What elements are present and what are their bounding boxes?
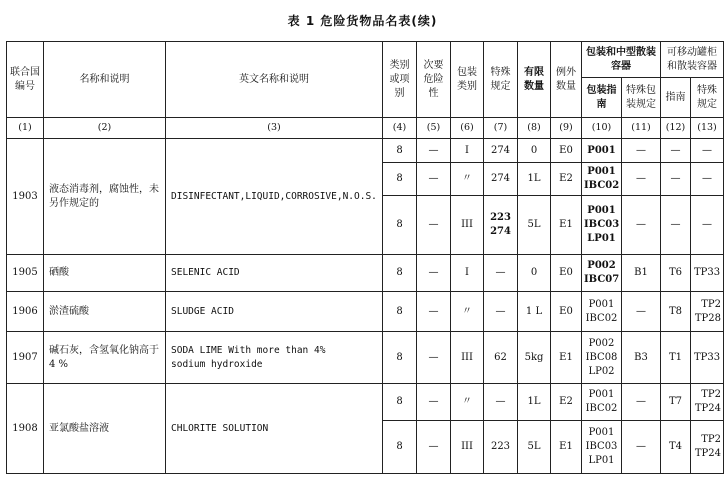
packing-instruction-line: P001: [588, 389, 615, 400]
chinese-name: 液态消毒剂，腐蚀性，未另作规定的: [44, 139, 166, 255]
table-row: [7, 384, 724, 421]
excepted-qty-cell: E0: [551, 292, 582, 332]
packing-instruction-line: LP01: [588, 455, 615, 466]
tank-special-cell: —: [691, 139, 724, 163]
special-packing-cell: —: [622, 139, 661, 163]
un-number: 1907: [7, 332, 44, 384]
table-row: [7, 292, 724, 332]
packing-instruction-cell: P001: [582, 139, 622, 163]
packing-instruction-line: IBC02: [585, 403, 618, 414]
header-packing-group: 包装类别: [451, 42, 484, 118]
packing-instruction-line: IBC07: [584, 274, 620, 285]
header-special-packing: 特殊包装规定: [622, 78, 661, 118]
tank-instruction-cell: T6: [661, 255, 691, 292]
packing-instruction-line: IBC03: [585, 441, 618, 452]
packing-instruction-line: P001: [588, 298, 615, 310]
header-un-number: 联合国编号: [7, 42, 44, 118]
special-packing-cell: —: [622, 421, 661, 474]
header-subsidiary-risk: 次要危险性: [417, 42, 451, 118]
english-name: SLUDGE ACID: [166, 292, 383, 332]
excepted-qty-cell: E2: [551, 163, 582, 196]
tank-special-line: TP24: [694, 448, 721, 459]
packing-instruction-line: P002: [587, 260, 616, 271]
special-provision-line: 274: [490, 226, 511, 237]
chinese-name: 硒酸: [44, 255, 166, 292]
packing-instruction-cell: [582, 255, 622, 292]
tank-special-cell: —: [691, 196, 724, 255]
chinese-name: 亚氯酸盐溶液: [44, 384, 166, 474]
packing-instruction-cell: [582, 163, 622, 196]
packing-instruction-line: IBC02: [584, 180, 620, 191]
special-packing-cell: B1: [622, 255, 661, 292]
tank-special-cell: —: [691, 163, 724, 196]
table-title: 表 1 危险货物品名表(续): [287, 14, 438, 28]
col-number: (8): [518, 118, 551, 139]
special-packing-cell: —: [622, 384, 661, 421]
subsidiary-cell: —: [417, 196, 451, 255]
packing-group-cell: 〃: [451, 292, 484, 332]
un-number: 1906: [7, 292, 44, 332]
packing-group-cell: III: [451, 332, 484, 384]
subsidiary-cell: —: [417, 255, 451, 292]
subsidiary-cell: —: [417, 421, 451, 474]
un-number: 1908: [7, 384, 44, 474]
class-cell: 8: [383, 163, 417, 196]
special-provision-cell: [484, 196, 518, 255]
class-cell: 8: [383, 255, 417, 292]
limited-qty-cell: 0: [518, 255, 551, 292]
un-number: 1903: [7, 139, 44, 255]
col-number: (2): [44, 118, 166, 139]
packing-instruction-line: IBC02: [585, 312, 618, 324]
english-name-line: sodium hydroxide: [171, 358, 263, 370]
class-cell: 8: [383, 421, 417, 474]
english-name: CHLORITE SOLUTION: [166, 384, 383, 474]
col-number: (6): [451, 118, 484, 139]
special-provision-cell: 274: [484, 163, 518, 196]
special-provision-cell: —: [484, 292, 518, 332]
chinese-name: 碱石灰，含氢氧化钠高于 4 %: [44, 332, 166, 384]
col-number: (13): [691, 118, 724, 139]
subsidiary-cell: —: [417, 139, 451, 163]
class-cell: 8: [383, 332, 417, 384]
subsidiary-cell: —: [417, 384, 451, 421]
col-number: (7): [484, 118, 518, 139]
tank-instruction-cell: T8: [661, 292, 691, 332]
header-class: 类别或项别: [383, 42, 417, 118]
special-provision-cell: —: [484, 384, 518, 421]
special-packing-cell: —: [622, 196, 661, 255]
header-limited-quantity: 有限数量: [518, 42, 551, 118]
special-provision-cell: —: [484, 255, 518, 292]
class-cell: 8: [383, 292, 417, 332]
tank-special-line: TP2: [701, 434, 721, 445]
col-number: (12): [661, 118, 691, 139]
special-provision-line: 223: [490, 212, 511, 223]
packing-group-cell: I: [451, 255, 484, 292]
packing-instruction-cell: [582, 196, 622, 255]
packing-instruction-cell: [582, 332, 622, 384]
header-tank-special: 特殊规定: [691, 78, 724, 118]
excepted-qty-cell: E1: [551, 332, 582, 384]
special-provision-cell: 223: [484, 421, 518, 474]
tank-instruction-cell: T7: [661, 384, 691, 421]
packing-instruction-cell: [582, 292, 622, 332]
special-provision-cell: 62: [484, 332, 518, 384]
special-provision-cell: 274: [484, 139, 518, 163]
packing-group-cell: III: [451, 196, 484, 255]
header-name-description: 名称和说明: [44, 42, 166, 118]
subsidiary-cell: —: [417, 292, 451, 332]
header-portable-tanks: 可移动罐柜和散装容器: [661, 42, 724, 78]
table-row: [7, 139, 724, 163]
english-name: SELENIC ACID: [166, 255, 383, 292]
col-number: (5): [417, 118, 451, 139]
excepted-qty-cell: E0: [551, 255, 582, 292]
col-number: (9): [551, 118, 582, 139]
special-packing-cell: B3: [622, 332, 661, 384]
packing-group-cell: I: [451, 139, 484, 163]
limited-qty-cell: 1L: [518, 163, 551, 196]
packing-instruction-line: P001: [588, 427, 615, 438]
tank-instruction-cell: T4: [661, 421, 691, 474]
dangerous-goods-table: [6, 41, 724, 474]
limited-qty-cell: 1 L: [518, 292, 551, 332]
limited-qty-cell: 0: [518, 139, 551, 163]
limited-qty-cell: 1L: [518, 384, 551, 421]
tank-instruction-cell: —: [661, 163, 691, 196]
subsidiary-cell: —: [417, 332, 451, 384]
chinese-name: 淤渣硫酸: [44, 292, 166, 332]
header-packaging-ibc: 包装和中型散装容器: [582, 42, 661, 78]
tank-instruction-cell: T1: [661, 332, 691, 384]
english-name: DISINFECTANT,LIQUID,CORROSIVE,N.O.S.: [166, 139, 383, 255]
subsidiary-cell: —: [417, 163, 451, 196]
col-number: (4): [383, 118, 417, 139]
tank-special-line: TP28: [694, 312, 721, 324]
tank-special-cell: [691, 421, 724, 474]
limited-qty-cell: 5kg: [518, 332, 551, 384]
packing-instruction-line: P002: [588, 337, 615, 349]
tank-special-cell: [691, 292, 724, 332]
packing-instruction-cell: [582, 421, 622, 474]
col-number: (11): [622, 118, 661, 139]
packing-group-cell: 〃: [451, 163, 484, 196]
excepted-qty-cell: E1: [551, 421, 582, 474]
packing-instruction-cell: [582, 384, 622, 421]
special-packing-cell: —: [622, 163, 661, 196]
limited-qty-cell: 5L: [518, 196, 551, 255]
tank-instruction-cell: —: [661, 139, 691, 163]
excepted-qty-cell: E2: [551, 384, 582, 421]
tank-special-cell: TP33: [691, 332, 724, 384]
packing-instruction-line: IBC08: [585, 351, 618, 363]
packing-group-cell: III: [451, 421, 484, 474]
english-name-line: SODA LIME With more than 4%: [171, 344, 326, 356]
tank-instruction-cell: —: [661, 196, 691, 255]
un-number: 1905: [7, 255, 44, 292]
col-number: (1): [7, 118, 44, 139]
packing-instruction-line: P001: [587, 205, 616, 216]
class-cell: 8: [383, 384, 417, 421]
limited-qty-cell: 5L: [518, 421, 551, 474]
header-tank-instruction: 指南: [661, 78, 691, 118]
english-name: [166, 332, 383, 384]
table-row: [7, 332, 724, 384]
header-excepted-quantity: 例外数量: [551, 42, 582, 118]
special-packing-cell: —: [622, 292, 661, 332]
class-cell: 8: [383, 139, 417, 163]
packing-group-cell: 〃: [451, 384, 484, 421]
table-row: [7, 255, 724, 292]
excepted-qty-cell: E1: [551, 196, 582, 255]
tank-special-cell: [691, 384, 724, 421]
tank-special-line: TP24: [694, 403, 721, 414]
packing-instruction-line: P001: [587, 166, 616, 177]
tank-special-cell: TP33: [691, 255, 724, 292]
excepted-qty-cell: E0: [551, 139, 582, 163]
header-packing-instruction: 包装指南: [582, 78, 622, 118]
header-english-name: 英文名称和说明: [166, 42, 383, 118]
packing-instruction-line: LP01: [587, 233, 616, 244]
header-special-provisions: 特殊规定: [484, 42, 518, 118]
tank-special-line: TP2: [701, 389, 721, 400]
col-number: (10): [582, 118, 622, 139]
class-cell: 8: [383, 196, 417, 255]
col-number: (3): [166, 118, 383, 139]
packing-instruction-line: LP02: [588, 365, 615, 377]
tank-special-line: TP2: [701, 298, 721, 310]
column-number-row: [7, 118, 724, 139]
packing-instruction-line: IBC03: [584, 219, 620, 230]
